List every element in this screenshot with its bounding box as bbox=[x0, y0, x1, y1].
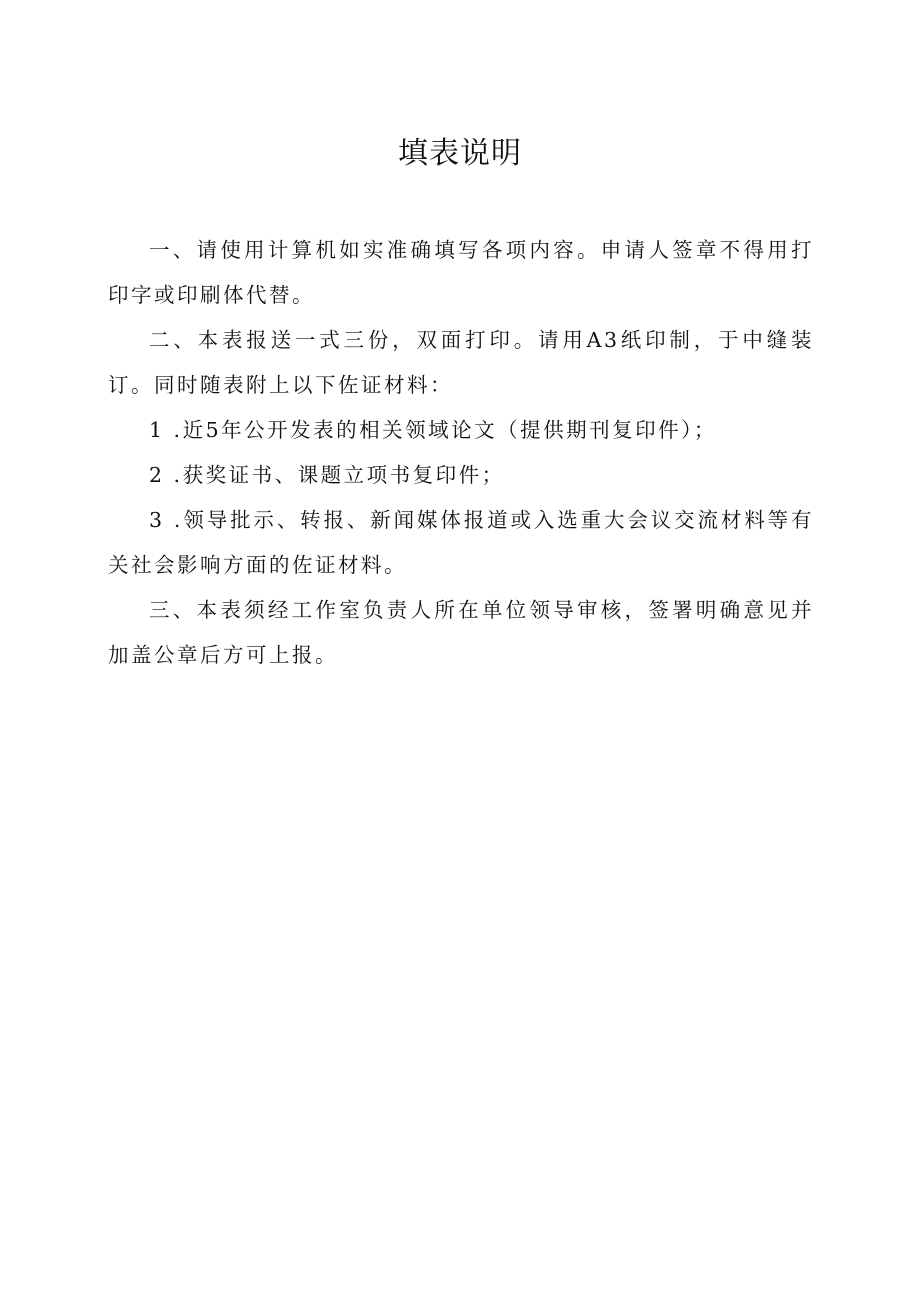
instruction-paragraph-1: 一、请使用计算机如实准确填写各项内容。申请人签章不得用打印字或印刷体代替。 bbox=[108, 238, 814, 307]
instruction-paragraph-3: 三、本表须经工作室负责人所在单位领导审核，签署明确意见并加盖公章后方可上报。 bbox=[108, 598, 814, 667]
instruction-item-3: 3 .领导批示、转报、新闻媒体报道或入选重大会议交流材料等有关社会影响方面的佐证材料。 bbox=[108, 508, 814, 577]
page-title: 填表说明 bbox=[398, 136, 522, 171]
instruction-item-2: 2 .获奖证书、课题立项书复印件； bbox=[149, 463, 505, 487]
instruction-item-1: 1 .近5年公开发表的相关领域论文（提供期刊复印件）； bbox=[149, 418, 717, 442]
instructions-body bbox=[108, 228, 814, 678]
instruction-paragraph-2: 二、本表报送一式三份，双面打印。请用A3纸印制，于中缝装订。同时随表附上以下佐证材料： bbox=[108, 328, 814, 397]
